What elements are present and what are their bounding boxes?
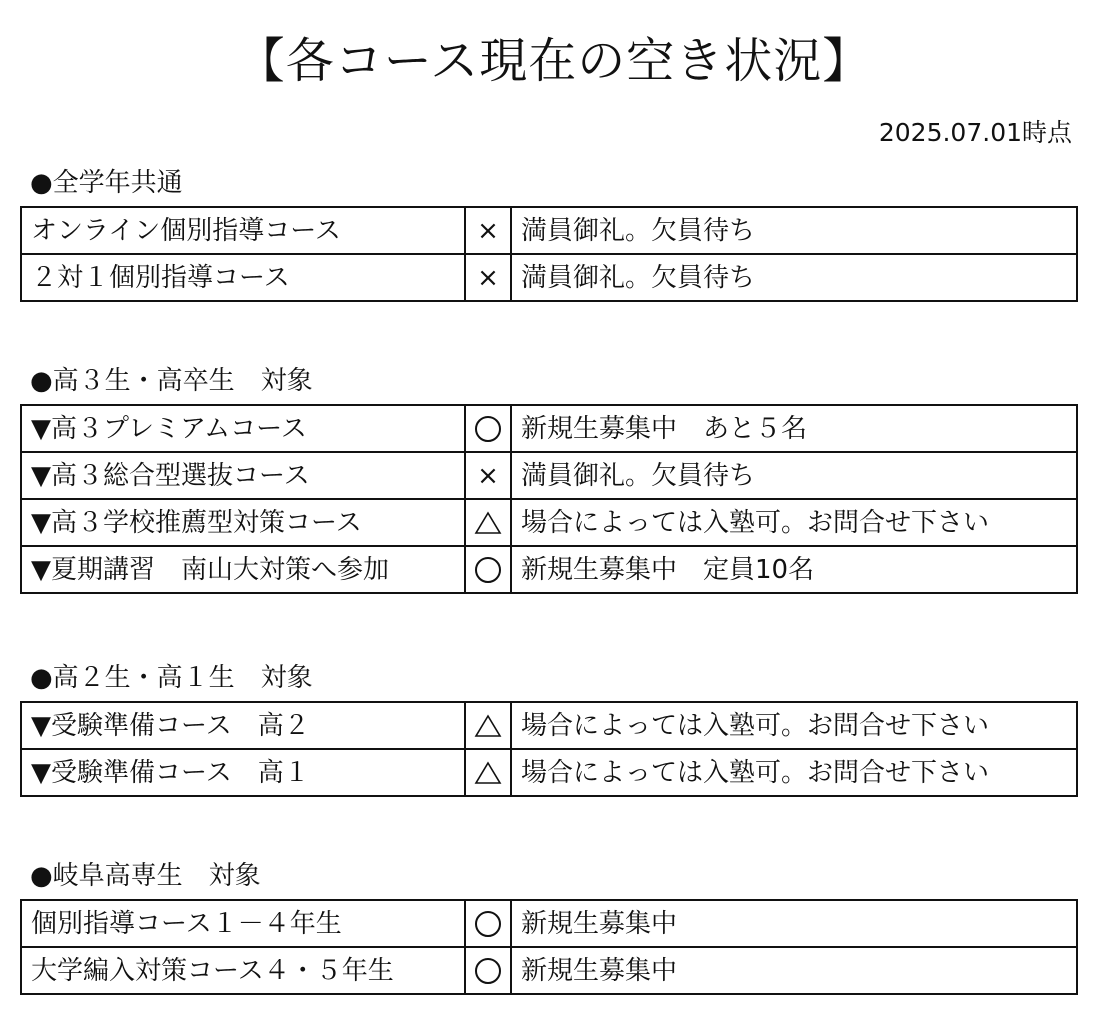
availability-note: 満員御礼。欠員待ち — [511, 254, 1077, 301]
course-table-all-grades — [20, 206, 1078, 302]
availability-note: 新規生募集中 — [511, 900, 1077, 947]
triangle-icon — [474, 714, 502, 738]
course-name: ▼受験準備コース 高１ — [21, 749, 465, 796]
availability-mark — [465, 749, 511, 796]
course-name: 個別指導コース１－４年生 — [21, 900, 465, 947]
availability-mark — [465, 405, 511, 452]
open-circle-icon — [475, 557, 501, 583]
table-row — [21, 452, 1077, 499]
triangle-icon — [474, 761, 502, 785]
availability-note: 新規生募集中 定員10名 — [511, 546, 1077, 593]
availability-mark — [465, 702, 511, 749]
availability-mark — [465, 207, 511, 254]
course-name: 大学編入対策コース４・５年生 — [21, 947, 465, 994]
table-row — [21, 207, 1077, 254]
open-circle-icon — [475, 911, 501, 937]
cross-icon: × — [477, 262, 499, 293]
availability-mark — [465, 947, 511, 994]
availability-mark — [465, 452, 511, 499]
table-row — [21, 702, 1077, 749]
course-name: ▼高３プレミアムコース — [21, 405, 465, 452]
course-name: ▼高３総合型選抜コース — [21, 452, 465, 499]
availability-note: 満員御礼。欠員待ち — [511, 452, 1077, 499]
cross-icon: × — [477, 215, 499, 246]
availability-note: 場合によっては入塾可。お問合せ下さい — [511, 702, 1077, 749]
course-name: ▼受験準備コース 高２ — [21, 702, 465, 749]
open-circle-icon — [475, 416, 501, 442]
table-row — [21, 546, 1077, 593]
table-row — [21, 749, 1077, 796]
course-name: ▼夏期講習 南山大対策へ参加 — [21, 546, 465, 593]
course-table-grade1-2 — [20, 701, 1078, 797]
page-title: 【各コース現在の空き状況】 — [236, 33, 872, 89]
table-row — [21, 254, 1077, 301]
course-name: ２対１個別指導コース — [21, 254, 465, 301]
availability-mark — [465, 499, 511, 546]
triangle-icon — [474, 511, 502, 535]
section-heading-kosen: ●岐阜高専生 対象 — [30, 861, 261, 891]
cross-icon: × — [477, 460, 499, 491]
section-heading-all-grades: ●全学年共通 — [30, 168, 183, 198]
availability-note: 新規生募集中 あと５名 — [511, 405, 1077, 452]
course-name: ▼高３学校推薦型対策コース — [21, 499, 465, 546]
as-of-date: 2025.07.01時点 — [878, 118, 1072, 147]
section-heading-grade1-2: ●高２生・高１生 対象 — [30, 663, 313, 693]
availability-mark — [465, 546, 511, 593]
table-row — [21, 405, 1077, 452]
course-table-kosen — [20, 899, 1078, 995]
course-table-grade3 — [20, 404, 1078, 594]
availability-note: 満員御礼。欠員待ち — [511, 207, 1077, 254]
availability-note: 場合によっては入塾可。お問合せ下さい — [511, 749, 1077, 796]
course-name: オンライン個別指導コース — [21, 207, 465, 254]
availability-note: 場合によっては入塾可。お問合せ下さい — [511, 499, 1077, 546]
open-circle-icon — [475, 958, 501, 984]
table-row — [21, 947, 1077, 994]
table-row — [21, 900, 1077, 947]
availability-note: 新規生募集中 — [511, 947, 1077, 994]
section-heading-grade3: ●高３生・高卒生 対象 — [30, 366, 313, 396]
table-row — [21, 499, 1077, 546]
availability-mark — [465, 900, 511, 947]
availability-mark — [465, 254, 511, 301]
